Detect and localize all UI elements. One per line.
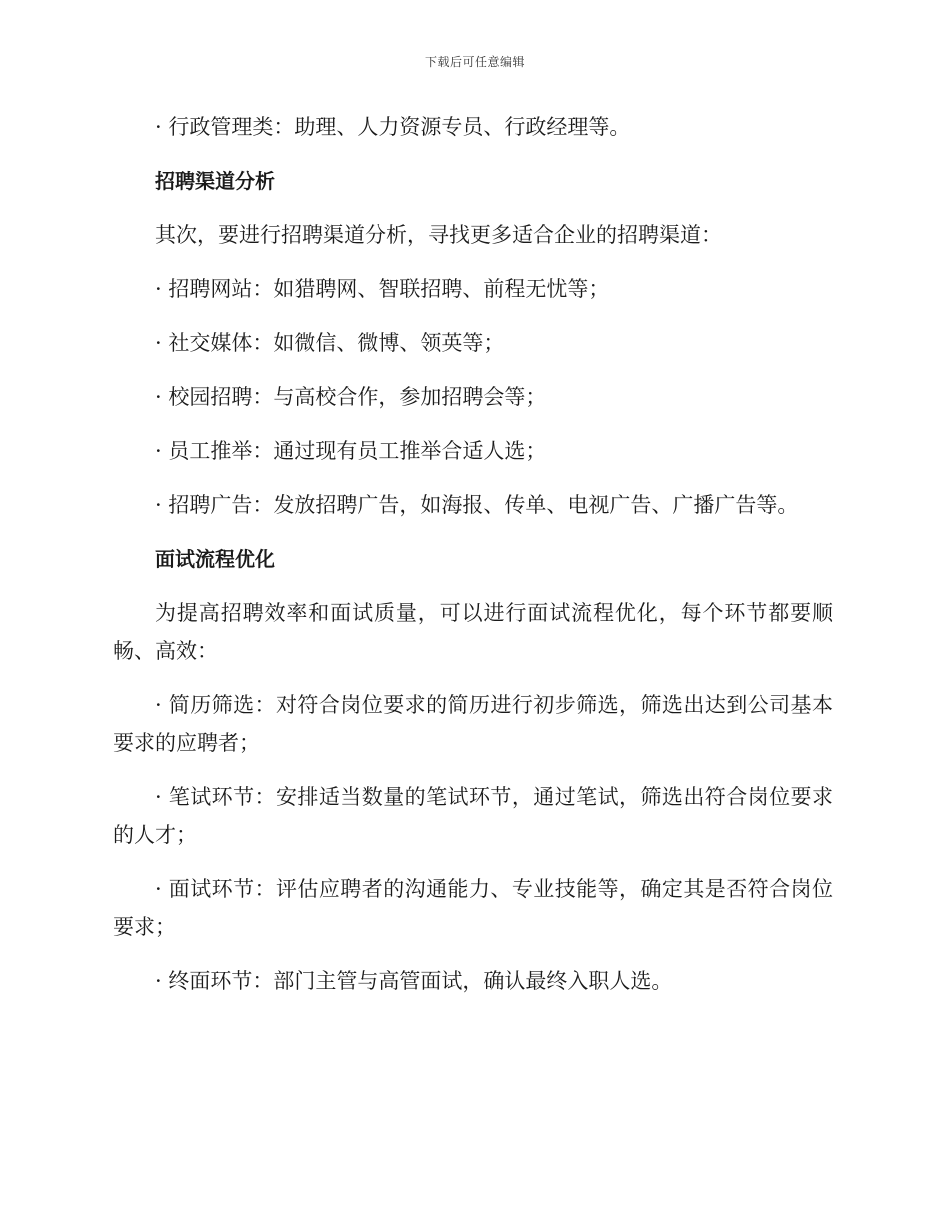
- bullet-final-interview: · 终面环节：部门主管与高管面试，确认最终入职人选。: [155, 969, 673, 993]
- bullet-interview-stage: · 面试环节：评估应聘者的沟通能力、专业技能等，确定其是否符合岗位要求；: [113, 877, 833, 939]
- page-header: 下载后可任意编辑: [424, 55, 525, 69]
- bullet-employee-referral: · 员工推举：通过现有员工推举合适人选；: [155, 439, 547, 463]
- document-body: [113, 108, 833, 1016]
- bullet-resume-screening: · 简历筛选：对符合岗位要求的简历进行初步筛选，筛选出达到公司基本要求的应聘者；: [113, 693, 833, 755]
- bullet-recruitment-ads: · 招聘广告：发放招聘广告，如海报、传单、电视广告、广播广告等。: [155, 493, 799, 517]
- paragraph-channel-intro: 其次，要进行招聘渠道分析，寻找更多适合企业的招聘渠道：: [155, 223, 722, 247]
- bullet-social-media: · 社交媒体：如微信、微博、领英等；: [155, 331, 505, 355]
- bullet-admin-roles: · 行政管理类：助理、人力资源专员、行政经理等。: [155, 115, 631, 139]
- heading-recruitment-channels: 招聘渠道分析: [155, 169, 275, 193]
- heading-interview-optimization: 面试流程优化: [155, 547, 275, 571]
- bullet-recruitment-websites: · 招聘网站：如猎聘网、智联招聘、前程无忧等；: [155, 277, 610, 301]
- bullet-written-test: · 笔试环节：安排适当数量的笔试环节，通过笔试，筛选出符合岗位要求的人才；: [113, 785, 833, 847]
- paragraph-interview-intro: 为提高招聘效率和面试质量，可以进行面试流程优化，每个环节都要顺畅、高效：: [113, 601, 833, 663]
- bullet-campus-recruitment: · 校园招聘：与高校合作，参加招聘会等；: [155, 385, 547, 409]
